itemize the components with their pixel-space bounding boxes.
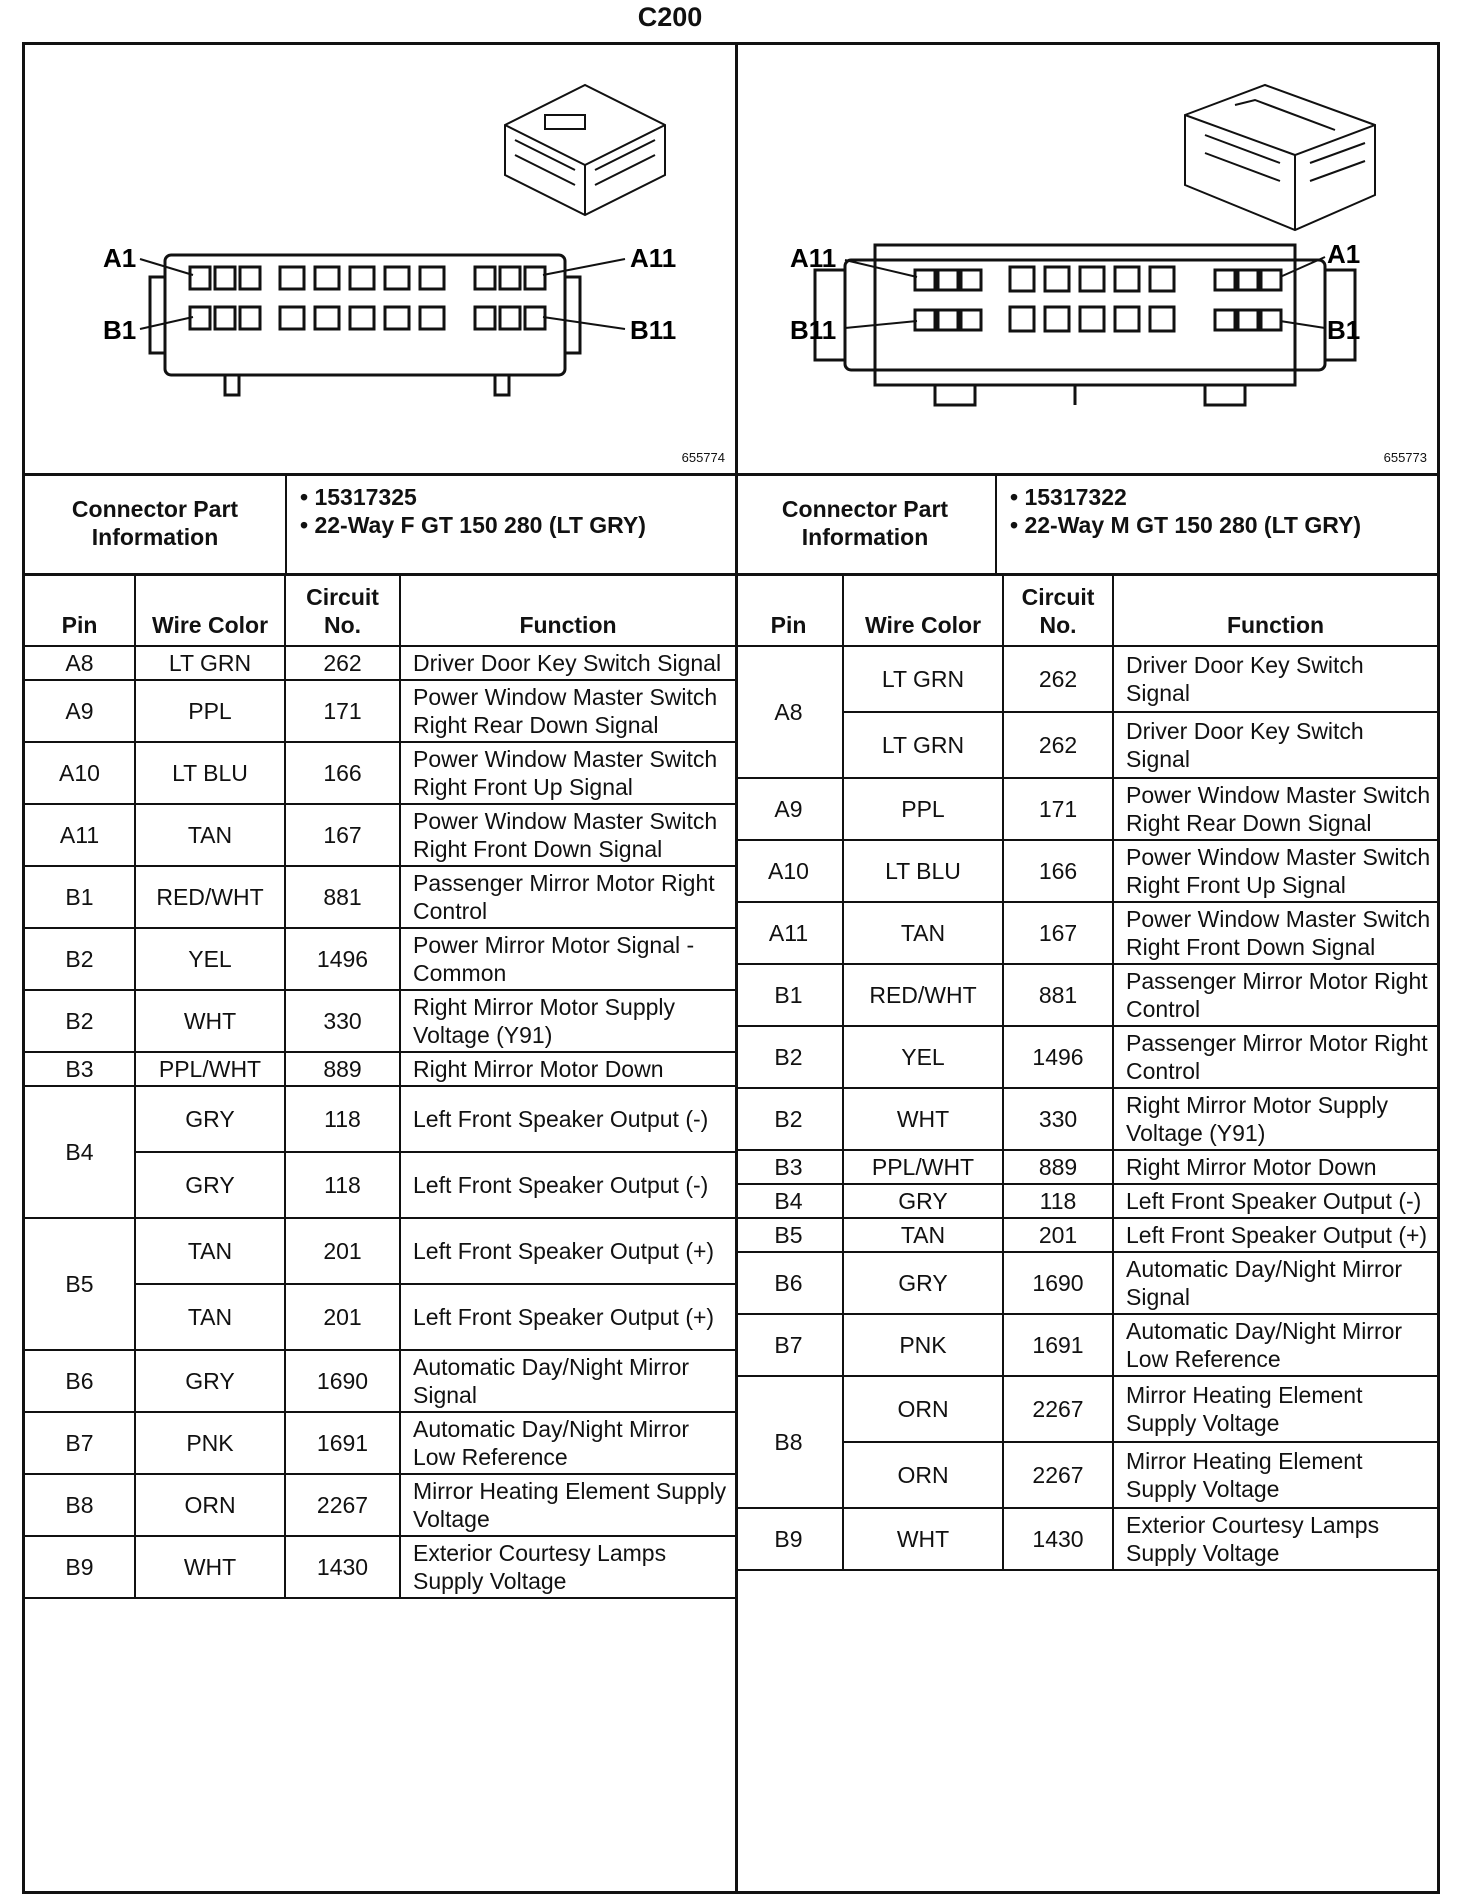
wire-color-cell: GRY (135, 1152, 285, 1218)
circuit-cell: 330 (1003, 1088, 1113, 1150)
function-cell: Right Mirror Motor Supply Voltage (Y91) (1113, 1088, 1437, 1150)
circuit-cell: 166 (1003, 840, 1113, 902)
table-row (735, 1026, 1437, 1088)
right-label-b11: B11 (790, 315, 837, 345)
circuit-cell: 1691 (285, 1412, 400, 1474)
function-cell: Power Window Master Switch Right Front Down Signal (1113, 902, 1437, 964)
table-row (25, 680, 735, 742)
pin-cell: B3 (25, 1052, 135, 1086)
circuit-cell: 1430 (285, 1536, 400, 1598)
pin-cell: B9 (735, 1508, 843, 1570)
function-cell: Power Window Master Switch Right Rear Down Signal (1113, 778, 1437, 840)
circuit-cell: 262 (1003, 712, 1113, 778)
table-row (735, 646, 1437, 712)
wire-color-cell: PNK (843, 1314, 1003, 1376)
pin-cell: A11 (735, 902, 843, 964)
wire-color-cell: GRY (843, 1184, 1003, 1218)
wire-color-cell: LT BLU (135, 742, 285, 804)
function-cell: Exterior Courtesy Lamps Supply Voltage (1113, 1508, 1437, 1570)
table-row (735, 778, 1437, 840)
function-cell: Automatic Day/Night Mirror Low Reference (1113, 1314, 1437, 1376)
function-cell: Left Front Speaker Output (+) (1113, 1218, 1437, 1252)
wire-color-cell: GRY (135, 1086, 285, 1152)
right-label-a1: A1 (1327, 239, 1361, 269)
page-title: C200 (637, 2, 703, 32)
connector-sheet (22, 42, 1440, 1894)
pin-cell: A9 (735, 778, 843, 840)
wire-color-cell: PPL (843, 778, 1003, 840)
table-row (735, 1088, 1437, 1150)
left-label-a11: A11 (630, 243, 677, 273)
left-label-b1: B1 (103, 315, 137, 345)
table-row (735, 1376, 1437, 1442)
pin-cell: B9 (25, 1536, 135, 1598)
wire-color-cell: YEL (843, 1026, 1003, 1088)
wire-color-cell: RED/WHT (135, 866, 285, 928)
wire-color-cell: ORN (135, 1474, 285, 1536)
left-header-function: Function (400, 574, 735, 646)
table-row (735, 1150, 1437, 1184)
right-header-wire-color: Wire Color (843, 574, 1003, 646)
circuit-cell: 1690 (285, 1350, 400, 1412)
circuit-cell: 1691 (1003, 1314, 1113, 1376)
pin-cell: B6 (25, 1350, 135, 1412)
function-cell: Driver Door Key Switch Signal (1113, 712, 1437, 778)
function-cell: Power Window Master Switch Right Front Down Signal (400, 804, 735, 866)
table-row (735, 902, 1437, 964)
table-row (25, 990, 735, 1052)
right-part-description: • 22-Way M GT 150 280 (LT GRY) (1010, 511, 1361, 539)
wire-color-cell: ORN (843, 1442, 1003, 1508)
pin-cell: B4 (735, 1184, 843, 1218)
left-pin-cavities (190, 267, 545, 329)
right-connector-panel (735, 45, 1437, 1891)
function-cell: Driver Door Key Switch Signal (1113, 646, 1437, 712)
left-connector-part-info (25, 473, 735, 576)
circuit-cell: 167 (1003, 902, 1113, 964)
circuit-cell: 1496 (285, 928, 400, 990)
circuit-cell: 166 (285, 742, 400, 804)
table-row (735, 1508, 1437, 1570)
function-cell: Automatic Day/Night Mirror Low Reference (400, 1412, 735, 1474)
function-cell: Power Window Master Switch Right Front Up Signal (400, 742, 735, 804)
pin-cell: B7 (735, 1314, 843, 1376)
right-connector-3d-sketch (1185, 85, 1375, 230)
table-row (735, 1218, 1437, 1252)
table-row (25, 742, 735, 804)
pin-cell: B1 (735, 964, 843, 1026)
circuit-cell: 881 (1003, 964, 1113, 1026)
pin-cell: A8 (735, 646, 843, 778)
left-header-pin: Pin (25, 574, 135, 646)
table-row (25, 1474, 735, 1536)
left-connector-panel (25, 45, 738, 1891)
circuit-cell: 1430 (1003, 1508, 1113, 1570)
wire-color-cell: LT BLU (843, 840, 1003, 902)
left-header-wire-color: Wire Color (135, 574, 285, 646)
pin-cell: B8 (735, 1376, 843, 1508)
function-cell: Left Front Speaker Output (+) (400, 1218, 735, 1284)
left-header-circuit: Circuit No. (285, 574, 400, 646)
wire-color-cell: LT GRN (843, 646, 1003, 712)
function-cell: Mirror Heating Element Supply Voltage (400, 1474, 735, 1536)
function-cell: Mirror Heating Element Supply Voltage (1113, 1376, 1437, 1442)
table-row (735, 1314, 1437, 1376)
function-cell: Automatic Day/Night Mirror Signal (1113, 1252, 1437, 1314)
table-row (25, 1218, 735, 1284)
circuit-cell: 330 (285, 990, 400, 1052)
pin-cell: A10 (735, 840, 843, 902)
function-cell: Exterior Courtesy Lamps Supply Voltage (400, 1536, 735, 1598)
right-part-info-list (1010, 483, 1361, 539)
wire-color-cell: ORN (843, 1376, 1003, 1442)
right-pin-table (735, 573, 1437, 1571)
wire-color-cell: WHT (843, 1088, 1003, 1150)
right-header-pin: Pin (735, 574, 843, 646)
wire-color-cell: LT GRN (843, 712, 1003, 778)
table-row (735, 964, 1437, 1026)
left-connector-3d-sketch (505, 85, 665, 215)
circuit-cell: 201 (285, 1218, 400, 1284)
pin-cell: B2 (735, 1088, 843, 1150)
function-cell: Mirror Heating Element Supply Voltage (1113, 1442, 1437, 1508)
pin-cell: B1 (25, 866, 135, 928)
pin-cell: B5 (735, 1218, 843, 1252)
function-cell: Passenger Mirror Motor Right Control (1113, 1026, 1437, 1088)
pin-cell: A11 (25, 804, 135, 866)
wire-color-cell: YEL (135, 928, 285, 990)
table-row (25, 1052, 735, 1086)
right-connector-drawing (735, 45, 1437, 473)
function-cell: Passenger Mirror Motor Right Control (1113, 964, 1437, 1026)
right-label-b1: B1 (1327, 315, 1361, 345)
pin-cell: B7 (25, 1412, 135, 1474)
function-cell: Automatic Day/Night Mirror Signal (400, 1350, 735, 1412)
wire-color-cell: RED/WHT (843, 964, 1003, 1026)
wire-color-cell: GRY (843, 1252, 1003, 1314)
table-row (25, 1412, 735, 1474)
right-figure-number: 655773 (1383, 450, 1427, 465)
circuit-cell: 118 (285, 1152, 400, 1218)
circuit-cell: 1496 (1003, 1026, 1113, 1088)
right-table-header-row (735, 574, 1437, 646)
circuit-cell: 167 (285, 804, 400, 866)
left-part-description: • 22-Way F GT 150 280 (LT GRY) (300, 511, 646, 539)
function-cell: Power Window Master Switch Right Front Up Signal (1113, 840, 1437, 902)
circuit-cell: 118 (1003, 1184, 1113, 1218)
function-cell: Passenger Mirror Motor Right Control (400, 866, 735, 928)
function-cell: Left Front Speaker Output (-) (400, 1086, 735, 1152)
pin-cell: B2 (735, 1026, 843, 1088)
circuit-cell: 2267 (1003, 1376, 1113, 1442)
left-part-info-label: Connector Part Information (25, 473, 287, 573)
circuit-cell: 201 (1003, 1218, 1113, 1252)
right-label-a11: A11 (790, 243, 837, 273)
table-row (25, 1536, 735, 1598)
function-cell: Left Front Speaker Output (+) (400, 1284, 735, 1350)
wire-color-cell: TAN (843, 1218, 1003, 1252)
pin-cell: A10 (25, 742, 135, 804)
circuit-cell: 262 (285, 646, 400, 680)
circuit-cell: 889 (1003, 1150, 1113, 1184)
wire-color-cell: TAN (135, 804, 285, 866)
left-connector-drawing (25, 45, 732, 473)
right-connector-diagram (735, 45, 1437, 476)
left-pin-table (25, 573, 735, 1599)
circuit-cell: 881 (285, 866, 400, 928)
wire-color-cell: PPL (135, 680, 285, 742)
circuit-cell: 262 (1003, 646, 1113, 712)
pin-cell: B6 (735, 1252, 843, 1314)
left-label-a1: A1 (103, 243, 137, 273)
circuit-cell: 2267 (1003, 1442, 1113, 1508)
pin-cell: A9 (25, 680, 135, 742)
function-cell: Power Mirror Motor Signal - Common (400, 928, 735, 990)
table-row (735, 840, 1437, 902)
table-row (25, 1086, 735, 1152)
wire-color-cell: WHT (843, 1508, 1003, 1570)
wire-color-cell: PPL/WHT (135, 1052, 285, 1086)
left-part-number: • 15317325 (300, 483, 646, 511)
wire-color-cell: TAN (135, 1218, 285, 1284)
right-pin-cavities (915, 267, 1281, 331)
circuit-cell: 1690 (1003, 1252, 1113, 1314)
table-row (25, 646, 735, 680)
circuit-cell: 171 (1003, 778, 1113, 840)
pin-cell: B3 (735, 1150, 843, 1184)
pin-cell: A8 (25, 646, 135, 680)
right-header-circuit: Circuit No. (1003, 574, 1113, 646)
table-row (25, 866, 735, 928)
circuit-cell: 2267 (285, 1474, 400, 1536)
function-cell: Power Window Master Switch Right Rear Down Signal (400, 680, 735, 742)
right-part-info-label: Connector Part Information (735, 473, 997, 573)
wire-color-cell: LT GRN (135, 646, 285, 680)
function-cell: Driver Door Key Switch Signal (400, 646, 735, 680)
function-cell: Right Mirror Motor Supply Voltage (Y91) (400, 990, 735, 1052)
left-label-leaders (140, 259, 625, 329)
right-header-function: Function (1113, 574, 1437, 646)
right-part-number: • 15317322 (1010, 483, 1361, 511)
circuit-cell: 118 (285, 1086, 400, 1152)
pin-cell: B5 (25, 1218, 135, 1350)
pin-cell: B4 (25, 1086, 135, 1218)
table-row (25, 1350, 735, 1412)
pin-cell: B8 (25, 1474, 135, 1536)
left-figure-number: 655774 (681, 450, 725, 465)
table-row (735, 1184, 1437, 1218)
left-part-info-list (300, 483, 646, 539)
circuit-cell: 201 (285, 1284, 400, 1350)
circuit-cell: 889 (285, 1052, 400, 1086)
right-connector-part-info (735, 473, 1437, 576)
wire-color-cell: GRY (135, 1350, 285, 1412)
function-cell: Right Mirror Motor Down (1113, 1150, 1437, 1184)
circuit-cell: 171 (285, 680, 400, 742)
function-cell: Left Front Speaker Output (-) (1113, 1184, 1437, 1218)
left-label-b11: B11 (630, 315, 677, 345)
table-row (735, 1252, 1437, 1314)
left-connector-diagram (25, 45, 735, 476)
wire-color-cell: WHT (135, 990, 285, 1052)
pin-cell: B2 (25, 990, 135, 1052)
wire-color-cell: PNK (135, 1412, 285, 1474)
wire-color-cell: TAN (843, 902, 1003, 964)
table-row (25, 804, 735, 866)
wire-color-cell: WHT (135, 1536, 285, 1598)
wire-color-cell: TAN (135, 1284, 285, 1350)
left-table-header-row (25, 574, 735, 646)
function-cell: Left Front Speaker Output (-) (400, 1152, 735, 1218)
pin-cell: B2 (25, 928, 135, 990)
wire-color-cell: PPL/WHT (843, 1150, 1003, 1184)
function-cell: Right Mirror Motor Down (400, 1052, 735, 1086)
table-row (25, 928, 735, 990)
